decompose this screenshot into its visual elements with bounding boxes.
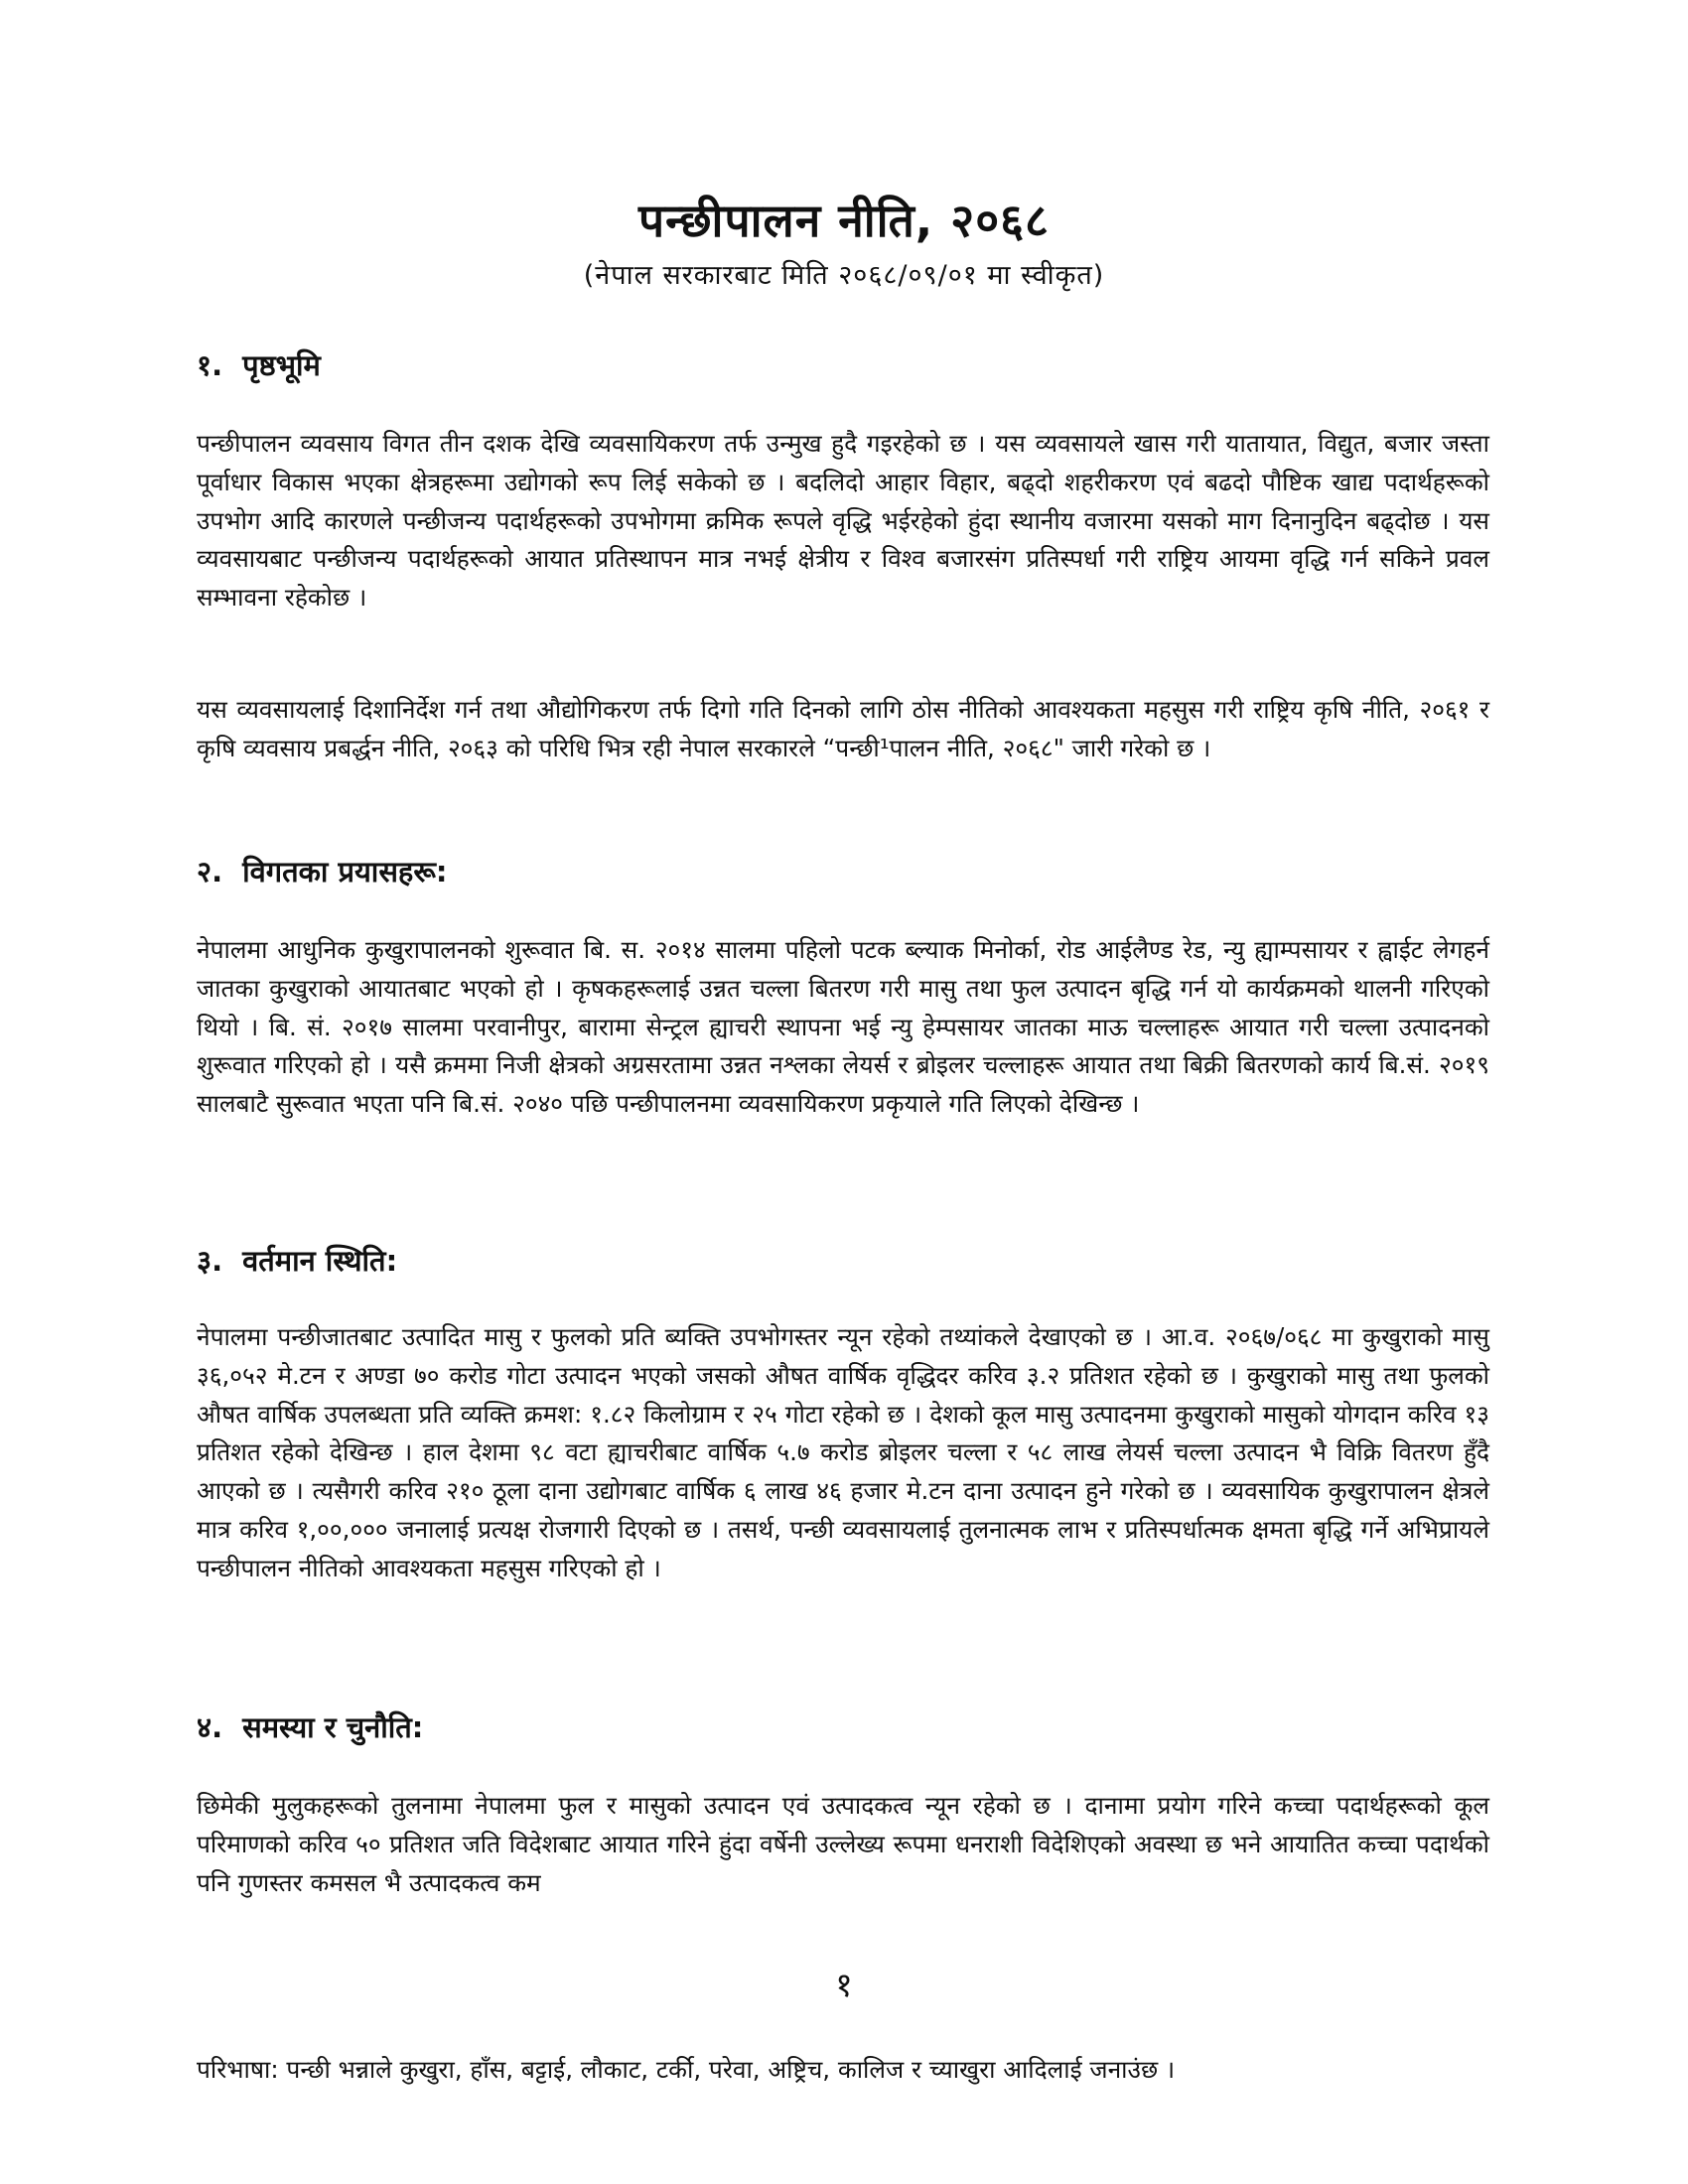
section-number: ३. xyxy=(197,1244,223,1278)
footnote: परिभाषा: पन्छी भन्नाले कुखुरा, हाँस, बट्टाई, लौकाट, टर्की, परेवा, अष्ट्रिच, कालिज र च्याखुरा आदिलाई जनाउंछ । xyxy=(197,2055,1176,2084)
section-heading-current-status xyxy=(197,1239,397,1283)
section-heading-past-efforts xyxy=(197,850,447,893)
section-heading-problems-challenges xyxy=(197,1706,423,1749)
document-subtitle: (नेपाल सरकारबाट मिति २०६८/०९/०१ मा स्वीकृत) xyxy=(583,260,1105,291)
section-title: विगतका प्रयासहरू: xyxy=(242,855,448,888)
paragraph: नेपालमा पन्छीजातबाट उत्पादित मासु र फुलको प्रति ब्यक्ति उपभोगस्तर न्यून रहेको तथ्यांकले देखाएको छ । आ.व. २०६७/०६८ मा कुखुराको मासु ३६,०५२ मे.टन र अण्डा ७० करोड गोटा उत्पादन भएको जसको औषत वार्षिक वृद्धिदर करिव ३.२ प्रतिशत रहेको छ । कुखुराको मासु तथा फुलको औषत वार्षिक उपलब्धता प्रति व्यक्ति क्रमश: १.८२ किलोग्राम र २५ गोटा रहेको छ । देशको कूल मासु उत्पादनमा कुखुराको मासुको योगदान करिव १३ प्रतिशत रहेको देखिन्छ । हाल देशमा ९८ वटा ह्याचरीबाट वार्षिक ५.७ करोड ब्रोइलर चल्ला र ५८ लाख लेयर्स चल्ला उत्पादन भै विक्रि वितरण हुँदै आएको छ । त्यसैगरी करिव २१० ठूला दाना उद्योगबाट वार्षिक ६ लाख ४६ हजार मे.टन दाना उत्पादन हुने गरेको छ । व्यवसायिक कुखुरापालन क्षेत्रले मात्र करिव १,००,००० जनालाई प्रत्यक्ष रोजगारी दिएको छ । तसर्थ, पन्छी व्यवसायलाई तुलनात्मक लाभ र प्रतिस्पर्धात्मक क्षमता बृद्धि गर्ने अभिप्रायले पन्छीपालन नीतिको आवश्यकता महसुस गरिएको हो । xyxy=(197,1322,1489,1582)
paragraph: नेपालमा आधुनिक कुखुरापालनको शुरूवात बि. स. २०१४ सालमा पहिलो पटक ब्ल्याक मिनोर्का, रोड आईलैण्ड रेड, न्यु ह्याम्पसायर र ह्वाईट लेगहर्न जातका कुखुराको आयातबाट भएको हो । कृषकहरूलाई उन्नत चल्ला बितरण गरी मासु तथा फुल उत्पादन बृद्धि गर्न यो कार्यक्रमको थालनी गरिएको थियो । बि. सं. २०१७ सालमा परवानीपुर, बारामा सेन्ट्रल ह्याचरी स्थापना भई न्यु हेम्पसायर जातका माऊ चल्लाहरू आयात गरी चल्ला उत्पादनको शुरूवात गरिएको हो । यसै क्रममा निजी क्षेत्रको अग्रसरतामा उन्नत नश्लका लेयर्स र ब्रोइलर चल्लाहरू आयात तथा बिक्री बितरणको कार्य बि.सं. २०१९ सालबाटै सुरूवात भएता पनि बि.सं. २०४० पछि पन्छीपालनमा व्यवसायिकरण प्रकृयाले गति लिएको देखिन्छ । xyxy=(197,935,1489,1119)
section-number: ४. xyxy=(197,1710,223,1744)
document-title: पन्छीपालन नीति, २०६८ xyxy=(638,194,1050,247)
section-heading-background xyxy=(197,343,321,387)
section-title: पृष्ठभूमि xyxy=(242,348,321,382)
section-title: समस्या र चुनौति: xyxy=(242,1710,424,1744)
section-title: वर्तमान स्थिति: xyxy=(242,1244,398,1278)
section-number: १. xyxy=(197,348,223,382)
paragraph: यस व्यवसायलाई दिशानिर्देश गर्न तथा औद्योगिकरण तर्फ दिगो गति दिनको लागि ठोस नीतिको आवश्यकता महसुस गरी राष्ट्रिय कृषि नीति, २०६१ र कृषि व्यवसाय प्रबर्द्धन नीति, २०६३ को परिधि भित्र रही नेपाल सरकारले “पन्छी¹पालन नीति, २०६८" जारी गरेको छ । xyxy=(197,695,1489,762)
paragraph: पन्छीपालन व्यवसाय विगत तीन दशक देखि व्यवसायिकरण तर्फ उन्मुख हुदै गइरहेको छ । यस व्यवसायले खास गरी यातायात, विद्युत, बजार जस्ता पूर्वाधार विकास भएका क्षेत्रहरूमा उद्योगको रूप लिई सकेको छ । बदलिदो आहार विहार, बढ्दो शहरीकरण एवं बढदो पौष्टिक खाद्य पदार्थहरूको उपभोग आदि कारणले पन्छीजन्य पदार्थहरूको उपभोगमा क्रमिक रूपले वृद्धि भईरहेको हुंदा स्थानीय वजारमा यसको माग दिनानुदिन बढ्दोछ । यस व्यवसायबाट पन्छीजन्य पदार्थहरूको आयात प्रतिस्थापन मात्र नभई क्षेत्रीय र विश्व बजारसंग प्रतिस्पर्धा गरी राष्ट्रिय आयमा वृद्धि गर्न सकिने प्रवल सम्भावना रहेकोछ । xyxy=(197,429,1489,613)
page-number: १ xyxy=(835,1966,853,2005)
section-number: २. xyxy=(197,855,223,888)
paragraph: छिमेकी मुलुकहरूको तुलनामा नेपालमा फुल र मासुको उत्पादन एवं उत्पादकत्व न्यून रहेको छ । दानामा प्रयोग गरिने कच्चा पदार्थहरूको कूल परिमाणको करिव ५० प्रतिशत जति विदेशबाट आयात गरिने हुंदा वर्षेनी उल्लेख्य रूपमा धनराशी विदेशिएको अवस्था छ भने आयातित कच्चा पदार्थको पनि गुणस्तर कमसल भै उत्पादकत्व कम xyxy=(197,1791,1489,1897)
